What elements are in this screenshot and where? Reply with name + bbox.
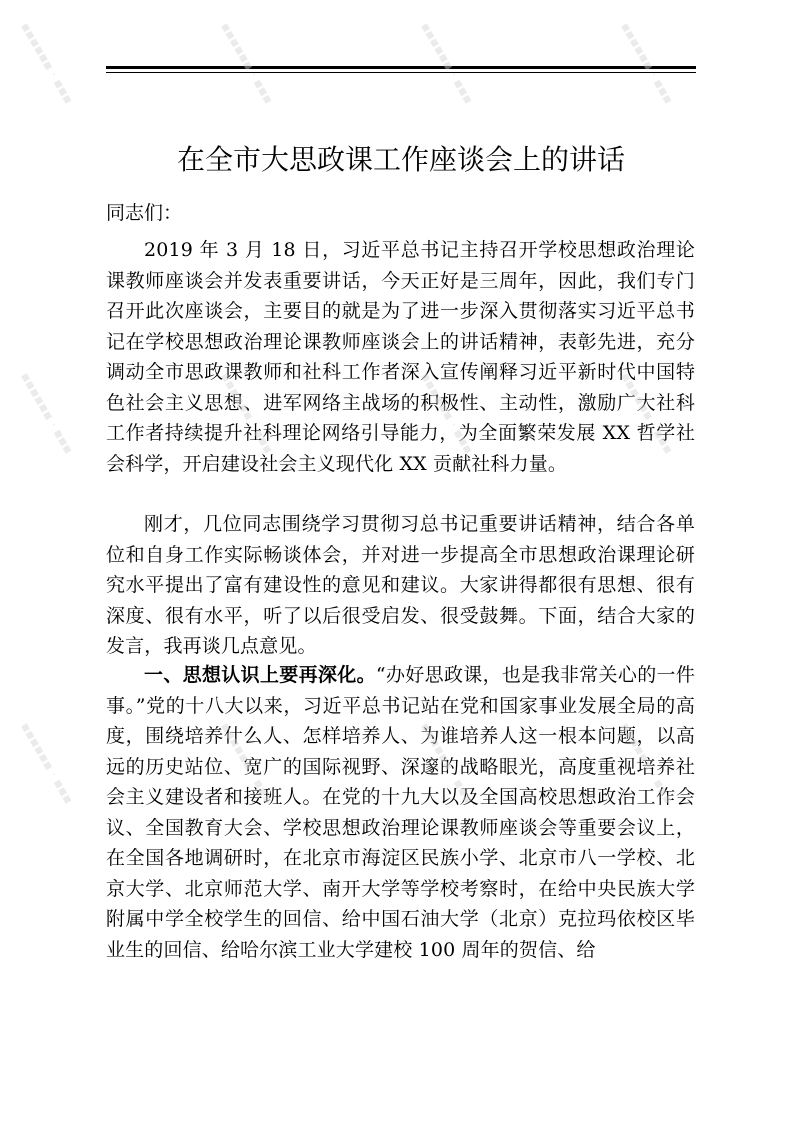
watermark-mark: ▪▪▪▪▪▪ · ▪▪▪: [217, 720, 276, 807]
paragraph-1: 2019 年 3 月 18 日，习近平总书记主持召开学校思想政治理论课教师座谈会并发表重要讲话，今天正好是三周年，因此，我们专门召开此次座谈会，主要目的就是为了进一步深入贯彻落实习近平总书记在学校思想政治理论课教师座谈会上的讲话精神，表彰先进，充分调动全市思政课教师和社科工作者深入宣传阐释习近平新时代中国特色社会主义思想、进军网络主战场的积极性、主动性，激励广大社科工作者持续提升社科理论网络引导能力，为全面繁荣发展 XX 哲学社会科学，开启建设社会主义现代化 XX 贡献社科力量。: [106, 239, 695, 475]
page-title: 在全市大思政课工作座谈会上的讲话: [176, 143, 625, 176]
watermark-mark: ▪▪▪▪▪▪ · ▪▪▪: [617, 370, 676, 457]
section-1-paragraph: [106, 660, 695, 965]
watermark-mark: ▪▪▪▪▪▪ · ▪▪▪: [617, 720, 676, 807]
watermark-mark: ▪▪▪▪▪▪ · ▪▪▪: [217, 20, 276, 107]
watermark-mark: ▪▪▪▪▪▪ · ▪▪▪: [17, 20, 76, 107]
header-rule-thick: [106, 66, 696, 69]
section-1-body: “办好思政课，也是我非常关心的一件事。”党的十八大以来，习近平总书记站在党和国家事业发展全局的高度，围绕培养什么人、怎样培养人、为谁培养人这一根本问题，以高远的历史站位、宽广的国际视野、深邃的战略眼光，高度重视培养社会主义建设者和接班人。在党的十九大以及全国高校思想政治工作会议、全国教育大会、学校思想政治理论课教师座谈会等重要会议上，在全国各地调研时，在北京市海淀区民族小学、北京市八一学校、北京大学、北京师范大学、南开大学等学校考察时，在给中央民族大学附属中学全校学生的回信、给中国石油大学（北京）克拉玛依校区毕业生的回信、给哈尔滨工业大学建校 100 周年的贺信、给: [106, 664, 695, 961]
watermark-mark: ▪▪▪▪▪▪ · ▪▪▪: [217, 370, 276, 457]
watermark-mark: ▪▪▪▪▪▪ · ▪▪▪: [417, 720, 476, 807]
watermark-mark: ▪▪▪▪▪▪ · ▪▪▪: [617, 20, 676, 107]
salutation: 同志们：: [106, 202, 183, 224]
watermark-mark: ▪▪▪▪▪▪ · ▪▪▪: [17, 370, 76, 457]
watermark-mark: ▪▪▪▪▪▪ · ▪▪▪: [17, 720, 76, 807]
watermark-mark: ▪▪▪▪▪▪ · ▪▪▪: [417, 20, 476, 107]
section-1-heading: 一、思想认识上要再深化。: [144, 664, 376, 686]
header-rule-thin: [106, 72, 696, 73]
paragraph-2: 刚才，几位同志围绕学习贯彻习总书记重要讲话精神，结合各单位和自身工作实际畅谈体会，并对进一步提高全市思想政治课理论研究水平提出了富有建设性的意见和建议。大家讲得都很有思想、很有深度、很有水平，听了以后很受启发、很受鼓舞。下面，结合大家的发言，我再谈几点意见。: [106, 513, 695, 657]
watermark-mark: ▪▪▪▪▪▪ · ▪▪▪: [417, 370, 476, 457]
